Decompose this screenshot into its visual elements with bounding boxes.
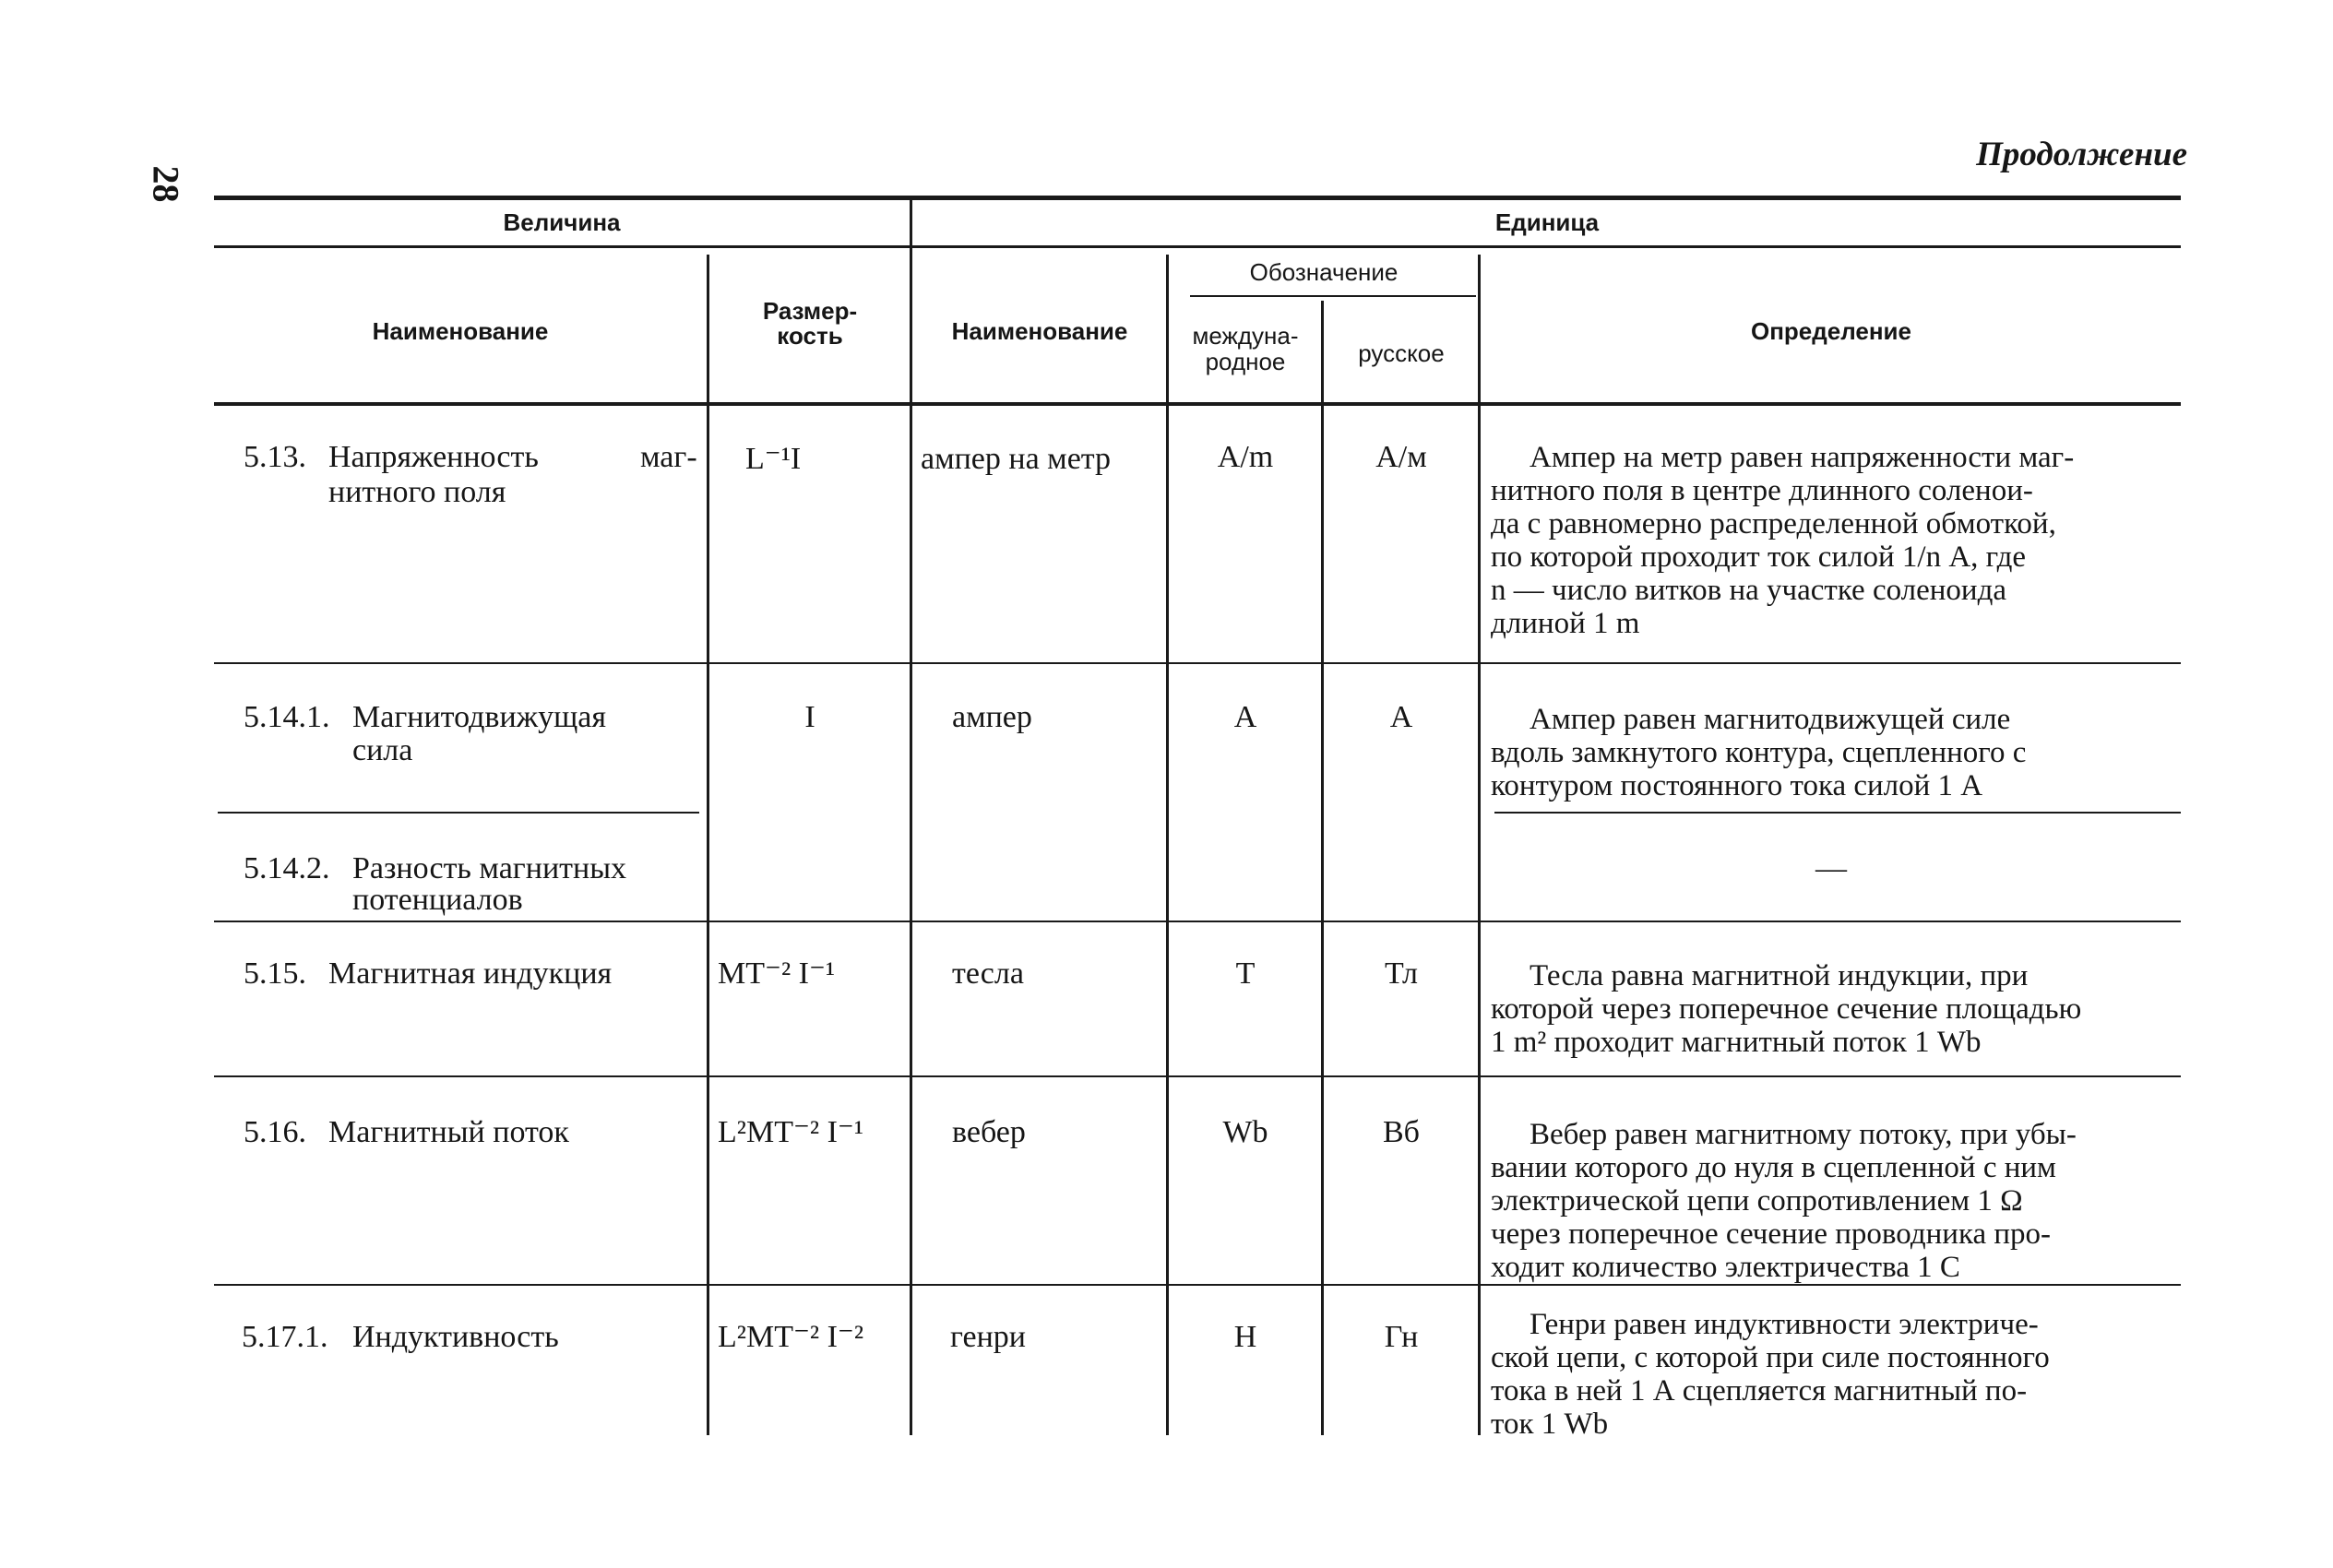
page-number: 28: [145, 165, 187, 203]
definition-line: ток 1 Wb: [1491, 1408, 1609, 1441]
definition-line: n — число витков на участке соленоида: [1491, 574, 2007, 607]
dimension: I: [804, 700, 815, 734]
header-russian: русское: [1358, 339, 1445, 367]
quantity-name: Магнитодвижущая: [352, 700, 607, 734]
definition-line: Вебер равен магнитному потоку, при убы-: [1530, 1118, 2077, 1151]
column-divider: [1321, 301, 1324, 1435]
definition: [1491, 703, 2183, 802]
intl-symbol: T: [1235, 956, 1256, 991]
definition-line: по которой проходит ток силой 1/n А, где: [1491, 540, 2027, 574]
dimension: MT⁻² I⁻¹: [718, 956, 836, 991]
intl-symbol: Wb: [1222, 1115, 1268, 1149]
definition-line: вдоль замкнутого контура, сцепленного с: [1491, 736, 2027, 769]
row-number: 5.14.1.: [244, 700, 330, 734]
quantity-name-cont: потенциалов: [352, 883, 523, 917]
header-unit-name: Наименование: [951, 317, 1128, 345]
header-rule-right: [915, 245, 2181, 248]
russian-symbol: А: [1389, 700, 1413, 734]
definition-line: нитного поля в центре длинного соленои-: [1491, 474, 2033, 507]
unit-name: ампер на метр: [921, 442, 1112, 476]
header-quantity: Величина: [503, 208, 621, 236]
intl-symbol: H: [1233, 1320, 1257, 1354]
definition-line: Ампер равен магнитодвижущей силе: [1530, 703, 2011, 736]
designation-rule: [1190, 295, 1476, 297]
definition-line: длиной 1 m: [1491, 607, 1640, 640]
row-number: 5.16.: [244, 1115, 306, 1149]
column-divider: [1478, 255, 1481, 1435]
dimension: L²MT⁻² I⁻²: [718, 1320, 864, 1354]
definition-line: Генри равен индуктивности электриче-: [1530, 1308, 2039, 1341]
definition-line: Тесла равна магнитной индукции, при: [1530, 959, 2029, 992]
intl-symbol: A/m: [1217, 440, 1274, 474]
row-number: 5.14.2.: [244, 851, 330, 885]
header-dimension-line2: кость: [777, 322, 843, 350]
header-definition: Определение: [1750, 317, 1911, 345]
header-dimension: [710, 299, 910, 349]
definition: [1491, 1118, 2183, 1284]
quantity-name: Индуктивность: [352, 1320, 559, 1354]
quantity-name: Разность магнитных: [352, 851, 627, 885]
russian-symbol: Вб: [1383, 1115, 1420, 1149]
quantity-name-cont: сила: [352, 733, 413, 767]
quantity-name: Магнитный поток: [328, 1115, 569, 1149]
definition-line: Ампер на метр равен напряженности маг-: [1530, 441, 2075, 474]
intl-symbol: A: [1233, 700, 1257, 734]
header-designation: Обозначение: [1249, 258, 1399, 286]
header-bottom-rule: [214, 402, 2181, 406]
row-rule: [1494, 812, 2181, 814]
definition: [1491, 441, 2183, 640]
row-number: 5.15.: [244, 956, 306, 991]
quantity-name-hyphen: маг-: [640, 440, 697, 474]
unit-name: ампер: [952, 700, 1032, 734]
russian-symbol: Тл: [1384, 956, 1419, 991]
definition-line: да с равномерно распределенной обмоткой,: [1491, 507, 2056, 540]
quantity-name: Магнитная индукция: [328, 956, 613, 991]
definition: [1491, 1308, 2183, 1441]
definition-line: тока в ней 1 А сцепляется магнитный по-: [1491, 1374, 2028, 1408]
header-unit: Единица: [1494, 208, 1600, 236]
continuation-label: Продолжение: [1976, 136, 2187, 173]
header-international: [1170, 323, 1321, 374]
definition-dash: —: [1815, 851, 1847, 885]
russian-symbol: А/м: [1375, 440, 1427, 474]
dimension: L⁻¹I: [745, 442, 802, 476]
header-international-line2: родное: [1205, 348, 1286, 375]
column-divider: [707, 255, 709, 1435]
column-divider: [910, 199, 912, 1435]
row-rule: [214, 662, 2181, 664]
row-rule: [214, 1075, 2181, 1077]
unit-name: тесла: [952, 956, 1024, 991]
row-number: 5.13.: [244, 440, 306, 474]
row-rule: [214, 921, 2181, 922]
definition-line: вании которого до нуля в сцепленной с ним: [1491, 1151, 2056, 1184]
definition-line: ходит количество электричества 1 C: [1491, 1251, 1960, 1284]
quantity-name-cont: нитного поля: [328, 475, 506, 509]
table-top-rule: [214, 196, 2181, 200]
definition-line: 1 m² проходит магнитный поток 1 Wb: [1491, 1026, 1982, 1059]
dimension: L²MT⁻² I⁻¹: [718, 1115, 864, 1149]
header-name: Наименование: [372, 317, 549, 345]
row-rule: [218, 812, 699, 814]
row-rule: [214, 1284, 2181, 1286]
quantity-name: Напряженность: [328, 440, 539, 474]
row-number: 5.17.1.: [242, 1320, 328, 1354]
column-divider: [1166, 255, 1169, 1435]
header-rule-left: [214, 245, 915, 248]
unit-name: вебер: [952, 1115, 1026, 1149]
definition-line: которой через поперечное сечение площадью: [1491, 992, 2082, 1026]
definition-line: ской цепи, с которой при силе постоянного: [1491, 1341, 2050, 1374]
unit-name: генри: [950, 1320, 1026, 1354]
russian-symbol: Гн: [1384, 1320, 1419, 1354]
definition-line: через поперечное сечение проводника про-: [1491, 1218, 2052, 1251]
definition: [1491, 959, 2183, 1059]
header-dimension-line1: Размер-: [762, 297, 858, 325]
definition-line: электрической цепи сопротивлением 1 Ω: [1491, 1184, 2023, 1218]
definition-line: контуром постоянного тока силой 1 А: [1491, 769, 1983, 802]
header-international-line1: междуна-: [1192, 322, 1299, 350]
